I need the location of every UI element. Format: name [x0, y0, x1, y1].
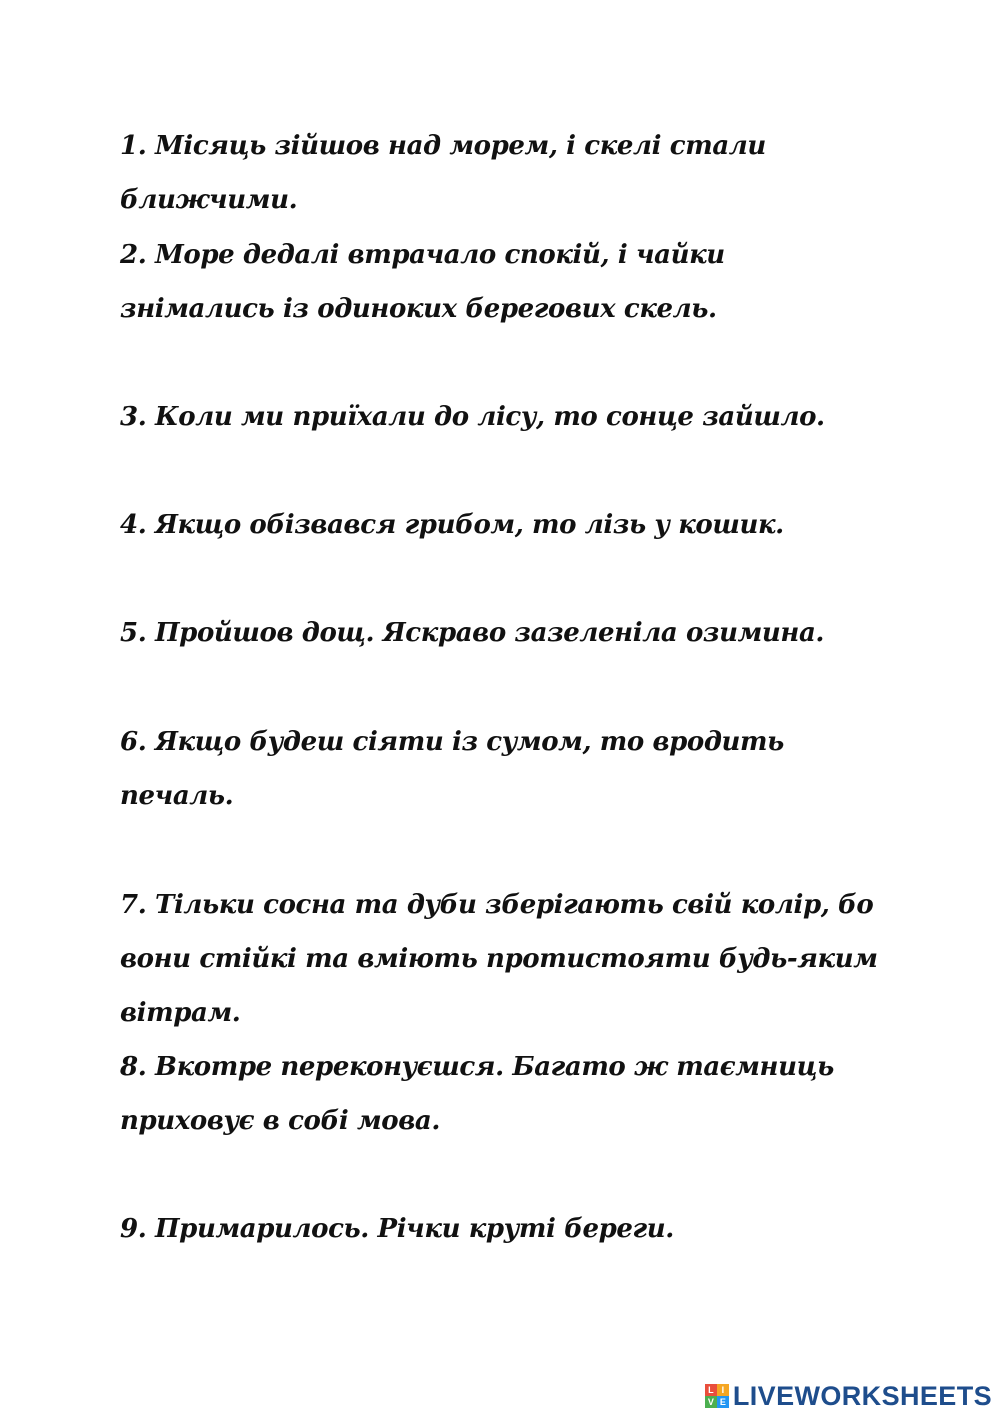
sentence-8	[120, 1040, 880, 1148]
sentence-number: 5.	[120, 618, 147, 648]
sentence-9	[120, 1202, 880, 1256]
sentence-text: Тільки сосна та дуби зберігають свій колір, бо вони стійкі та вміють протистояти будь-яким вітрам.	[120, 890, 878, 1028]
sentence-number: 6.	[120, 727, 147, 757]
sentence-6	[120, 715, 880, 823]
sentence-number: 2.	[120, 240, 147, 270]
sentence-text: Місяць зійшов над морем, і скелі стали ближчими.	[120, 131, 766, 215]
logo-letter-l: L	[705, 1384, 717, 1396]
sentence-5	[120, 606, 880, 660]
sentence-4	[120, 498, 880, 552]
logo-letter-e: E	[717, 1396, 729, 1408]
sentence-3	[120, 390, 880, 444]
sentence-text: Пройшов дощ. Яскраво зазеленіла озимина.	[155, 618, 825, 648]
brand-name: LIVEWORKSHEETS	[732, 1381, 992, 1411]
sentence-1	[120, 119, 880, 227]
sentence-number: 9.	[120, 1214, 147, 1244]
sentence-number: 8.	[120, 1052, 147, 1082]
sentence-text: Море дедалі втрачало спокій, і чайки знімались із одиноких берегових скель.	[120, 240, 725, 324]
sentence-number: 4.	[120, 510, 147, 540]
sentence-number: 3.	[120, 402, 147, 432]
sentence-number: 7.	[120, 890, 147, 920]
liveworksheets-watermark	[705, 1379, 992, 1413]
sentence-text: Коли ми приїхали до лісу, то сонце зайшло.	[155, 402, 825, 432]
sentence-7	[120, 878, 880, 1040]
sentence-number: 1.	[120, 131, 147, 161]
sentence-text: Вкотре переконуєшся. Багато ж таємниць приховує в собі мова.	[120, 1052, 834, 1136]
sentence-text: Примарилось. Річки круті береги.	[155, 1214, 674, 1244]
logo-letter-i: I	[717, 1384, 729, 1396]
liveworksheets-logo-icon	[705, 1384, 729, 1408]
sentence-text: Якщо обізвався грибом, то лізь у кошик.	[155, 510, 784, 540]
logo-letter-v: V	[705, 1396, 717, 1408]
sentence-text: Якщо будеш сіяти із сумом, то вродить печаль.	[120, 727, 784, 811]
sentence-list	[120, 0, 880, 1300]
sentence-2	[120, 228, 880, 336]
